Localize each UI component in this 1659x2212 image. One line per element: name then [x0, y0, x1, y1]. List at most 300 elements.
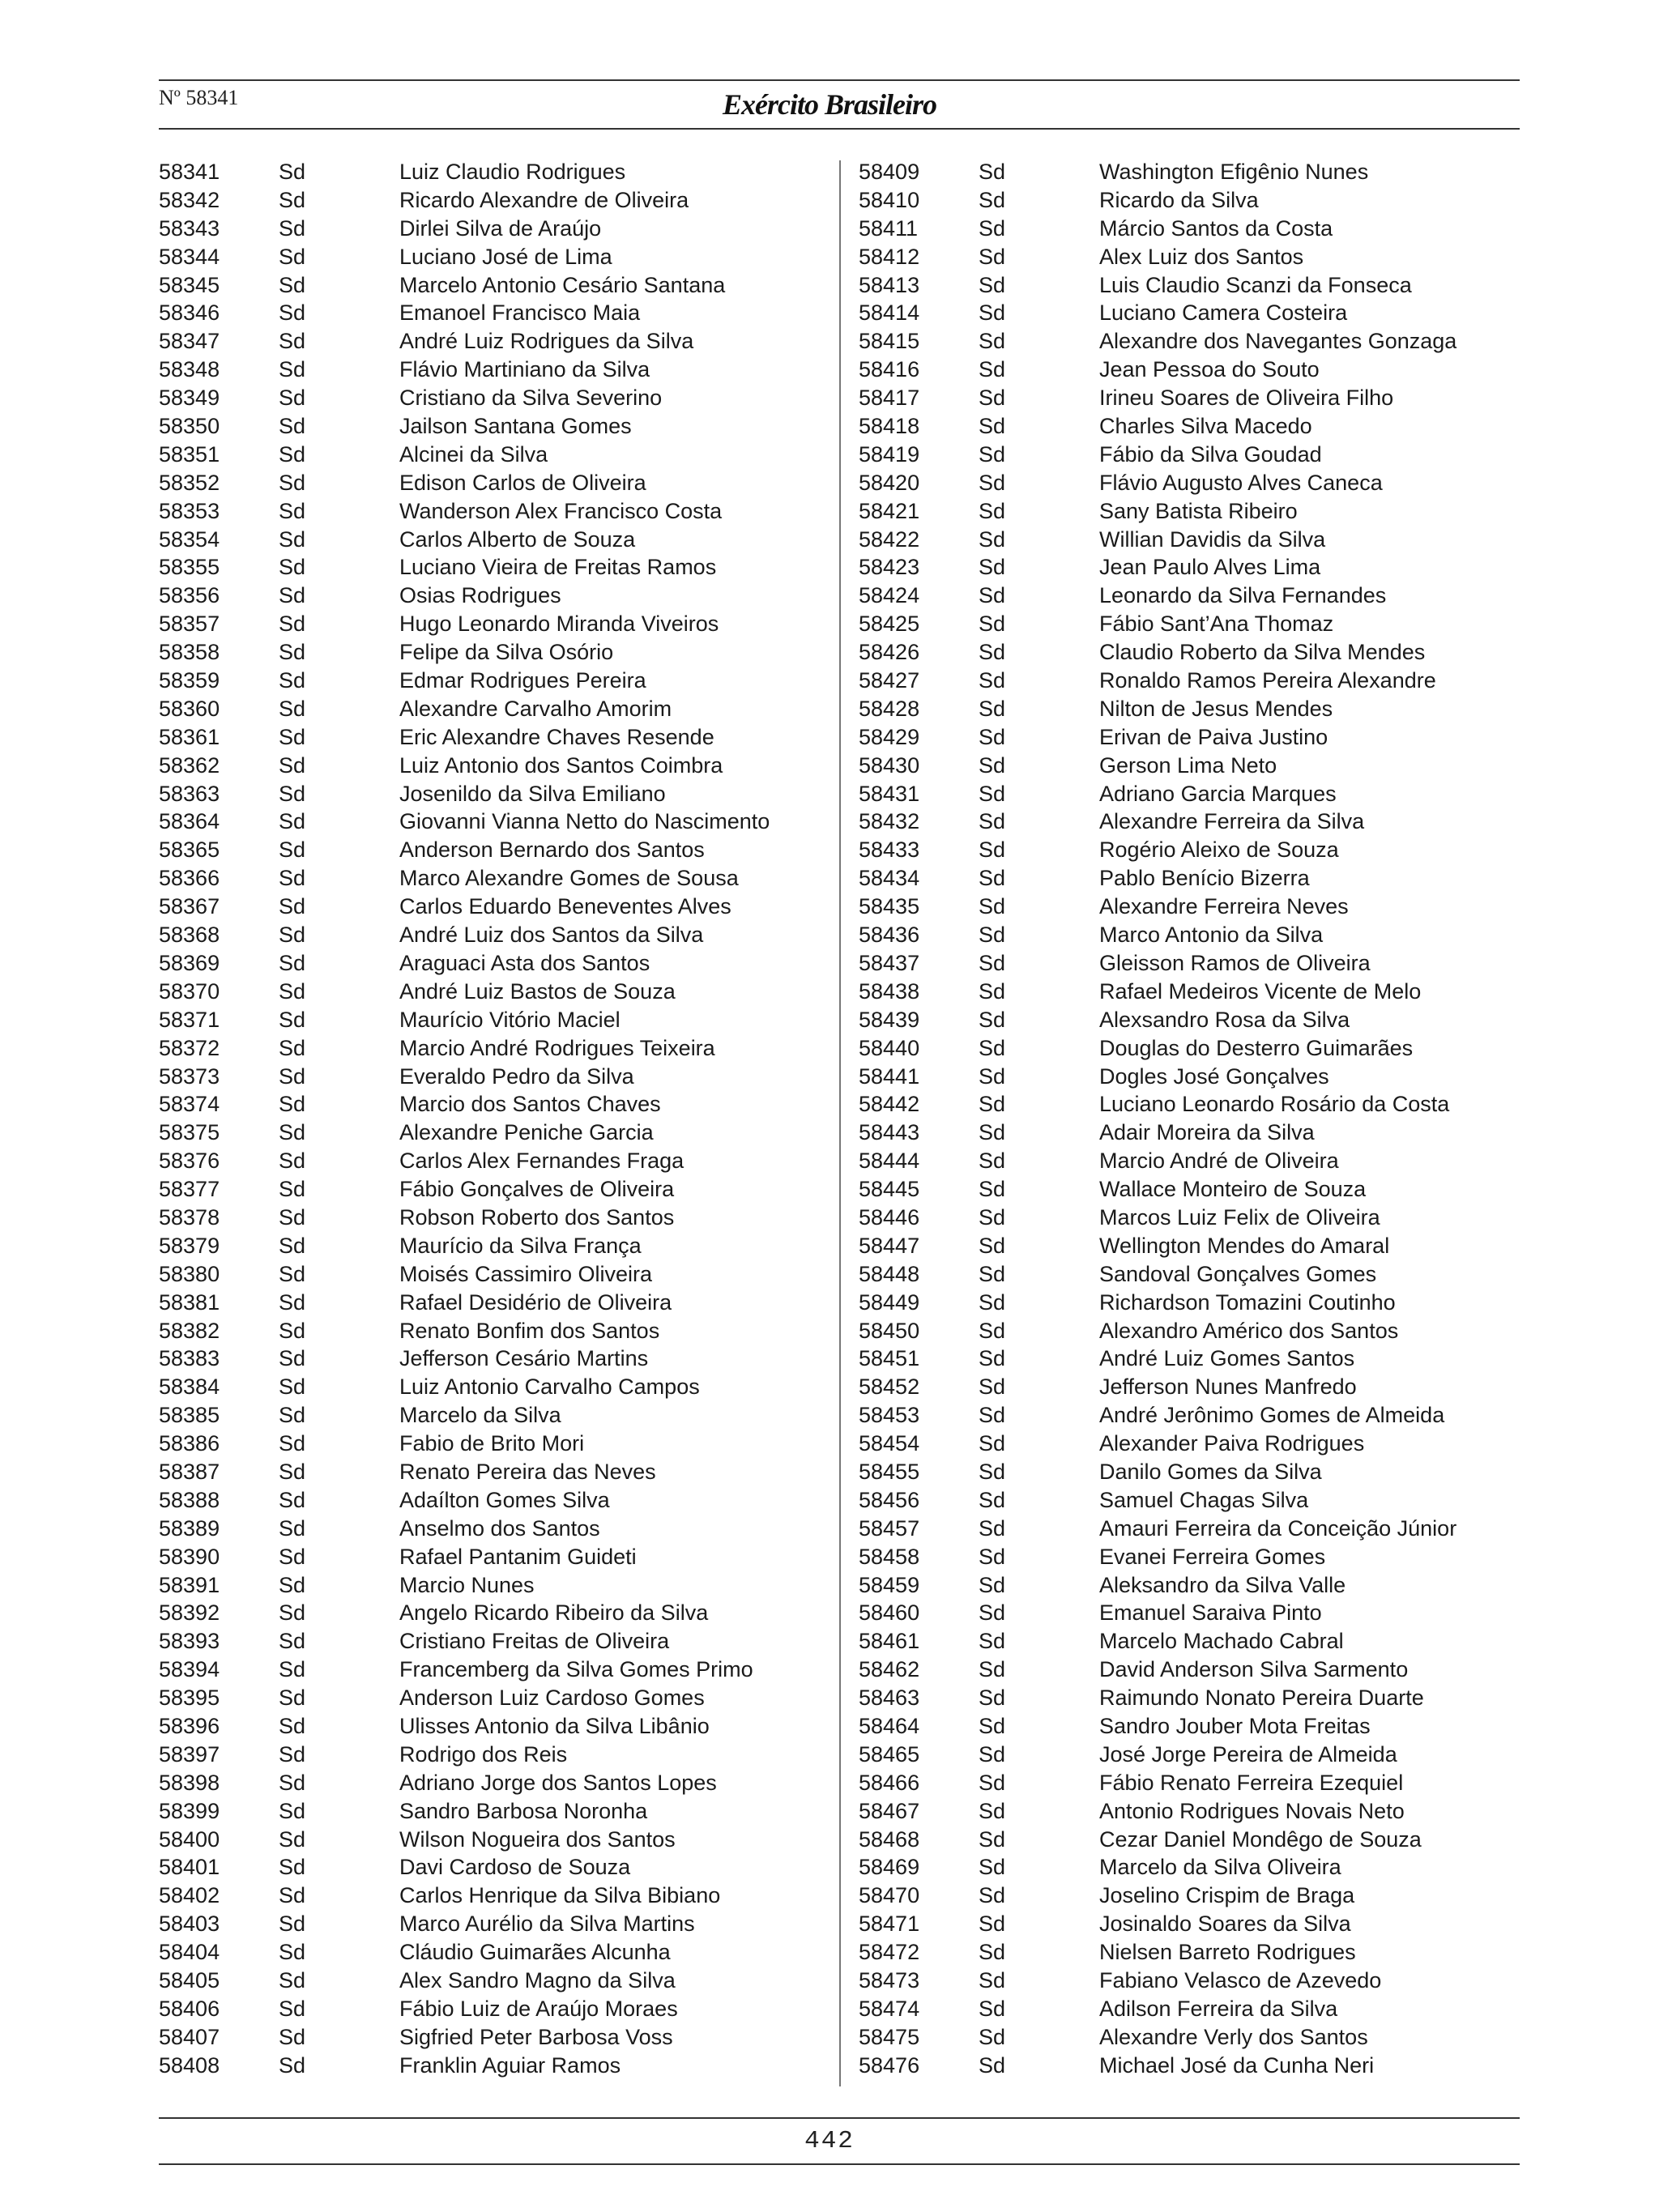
column-divider: [839, 160, 841, 2086]
entry-number: 58453: [859, 1403, 920, 1428]
entry-name: Sigfried Peter Barbosa Voss: [399, 2024, 673, 2049]
entry-name: Marcio dos Santos Chaves: [399, 1092, 661, 1117]
entry-number: 58465: [859, 1741, 920, 1767]
entry-rank: Sd: [279, 1431, 306, 1456]
entry-number: 58371: [159, 1007, 220, 1032]
entry-rank: Sd: [979, 837, 1006, 863]
entry-number: 58446: [859, 1204, 920, 1230]
entry-number: 58367: [159, 894, 220, 919]
entry-name: Wallace Monteiro de Souza: [1099, 1177, 1367, 1202]
entry-rank: Sd: [279, 1007, 306, 1032]
entry-rank: Sd: [979, 809, 1006, 834]
entry-rank: Sd: [279, 2024, 306, 2049]
entry-number: 58436: [859, 923, 920, 948]
entry-number: 58428: [859, 696, 920, 721]
entry-rank: Sd: [279, 1883, 306, 1908]
entry-rank: Sd: [979, 357, 1006, 382]
entry-name: Flávio Augusto Alves Caneca: [1099, 470, 1383, 495]
entry-rank: Sd: [279, 300, 306, 326]
entry-name: Luciano Camera Costeira: [1099, 300, 1348, 326]
entry-number: 58455: [859, 1459, 920, 1484]
entry-number: 58351: [159, 441, 220, 467]
entry-number: 58347: [159, 329, 220, 354]
entry-name: Marcio André de Oliveira: [1099, 1149, 1339, 1174]
entry-number: 58363: [159, 781, 220, 806]
entry-number: 58346: [159, 300, 220, 326]
entry-name: Fábio Luiz de Araújo Moraes: [399, 1996, 678, 2021]
page-title: Exército Brasileiro: [722, 88, 936, 121]
entry-rank: Sd: [279, 272, 306, 297]
entry-name: Rafael Medeiros Vicente de Melo: [1099, 978, 1422, 1004]
entry-number: 58373: [159, 1063, 220, 1089]
entry-number: 58442: [859, 1092, 920, 1117]
entry-rank: Sd: [279, 526, 306, 552]
entry-rank: Sd: [979, 1063, 1006, 1089]
entry-rank: Sd: [279, 1770, 306, 1795]
entry-rank: Sd: [979, 160, 1006, 184]
entry-rank: Sd: [979, 1204, 1006, 1230]
entry-rank: Sd: [979, 1035, 1006, 1060]
entry-rank: Sd: [279, 894, 306, 919]
entry-rank: Sd: [979, 414, 1006, 439]
entry-rank: Sd: [979, 1741, 1006, 1767]
entry-name: Luis Claudio Scanzi da Fonseca: [1099, 272, 1412, 297]
entry-name: Alexandre dos Navegantes Gonzaga: [1099, 329, 1457, 354]
entry-number: 58345: [159, 272, 220, 297]
entry-rank: Sd: [979, 300, 1006, 326]
entry-number: 58385: [159, 1403, 220, 1428]
entry-rank: Sd: [279, 1120, 306, 1145]
entry-number: 58411: [859, 215, 919, 241]
entry-name: Hugo Leonardo Miranda Viveiros: [399, 612, 719, 637]
entry-number: 58369: [159, 950, 220, 975]
entry-rank: Sd: [279, 555, 306, 580]
entry-name: Alexandre Ferreira Neves: [1099, 894, 1349, 919]
entry-name: Gleisson Ramos de Oliveira: [1099, 950, 1371, 975]
entry-rank: Sd: [279, 1204, 306, 1230]
entry-rank: Sd: [279, 978, 306, 1004]
entry-rank: Sd: [979, 1600, 1006, 1626]
entry-rank: Sd: [979, 1403, 1006, 1428]
entry-name: Nilton de Jesus Mendes: [1099, 696, 1333, 721]
entry-number: 58459: [859, 1572, 920, 1597]
entry-rank: Sd: [979, 187, 1006, 212]
entry-rank: Sd: [979, 498, 1006, 523]
entry-name: Emanuel Saraiva Pinto: [1099, 1600, 1322, 1626]
entry-rank: Sd: [979, 1092, 1006, 1117]
entry-number: 58421: [859, 498, 920, 523]
entry-name: Davi Cardoso de Souza: [399, 1855, 631, 1880]
entry-name: Luciano Leonardo Rosário da Costa: [1099, 1092, 1450, 1117]
entry-rank: Sd: [279, 1233, 306, 1258]
entry-name: Jean Paulo Alves Lima: [1099, 555, 1321, 580]
entry-number: 58425: [859, 612, 920, 637]
entry-number: 58343: [159, 215, 220, 241]
entry-number: 58462: [859, 1657, 920, 1682]
entry-name: Alexandre Carvalho Amorim: [399, 696, 672, 721]
entry-number: 58388: [159, 1487, 220, 1512]
entry-number: 58475: [859, 2024, 920, 2049]
entry-name: Pablo Benício Bizerra: [1099, 866, 1310, 891]
entry-number: 58404: [159, 1940, 220, 1965]
entry-number: 58408: [159, 2052, 220, 2078]
entry-rank: Sd: [279, 668, 306, 693]
entry-number: 58457: [859, 1515, 920, 1541]
entry-number: 58395: [159, 1686, 220, 1711]
entry-rank: Sd: [979, 1572, 1006, 1597]
page-number: 442: [804, 2127, 855, 2155]
entry-name: Alcinei da Silva: [399, 441, 548, 467]
entry-rank: Sd: [979, 612, 1006, 637]
entry-number: 58470: [859, 1883, 920, 1908]
entry-number: 58378: [159, 1204, 220, 1230]
entry-name: Dogles José Gonçalves: [1099, 1063, 1329, 1089]
entry-number: 58412: [859, 244, 920, 269]
entry-number: 58447: [859, 1233, 920, 1258]
entry-number: 58355: [159, 555, 220, 580]
entry-number: 58419: [859, 441, 920, 467]
entry-name: Marco Aurélio da Silva Martins: [399, 1912, 695, 1937]
entry-name: Marcos Luiz Felix de Oliveira: [1099, 1204, 1380, 1230]
entry-number: 58382: [159, 1318, 220, 1343]
entry-number: 58414: [859, 300, 920, 326]
entry-rank: Sd: [279, 160, 306, 184]
entry-rank: Sd: [279, 1487, 306, 1512]
entry-name: Anselmo dos Santos: [399, 1515, 600, 1541]
entry-rank: Sd: [279, 1600, 306, 1626]
entry-rank: Sd: [279, 470, 306, 495]
entry-name: Fabio de Brito Mori: [399, 1431, 585, 1456]
entry-name: Franklin Aguiar Ramos: [399, 2052, 621, 2078]
entry-name: Marcelo da Silva Oliveira: [1099, 1855, 1341, 1880]
entry-rank: Sd: [279, 1515, 306, 1541]
entry-number: 58342: [159, 187, 220, 212]
entry-number: 58377: [159, 1177, 220, 1202]
entry-name: Luiz Antonio dos Santos Coimbra: [399, 752, 723, 778]
entry-name: Alex Sandro Magno da Silva: [399, 1968, 676, 1993]
entry-rank: Sd: [979, 978, 1006, 1004]
entry-name: Marco Antonio da Silva: [1099, 923, 1324, 948]
entry-number: 58437: [859, 950, 920, 975]
entry-rank: Sd: [979, 752, 1006, 778]
entry-name: André Luiz Gomes Santos: [1099, 1346, 1355, 1371]
entry-name: Alexander Paiva Rodrigues: [1099, 1431, 1365, 1456]
entry-number: 58452: [859, 1375, 920, 1400]
entry-rank: Sd: [979, 1459, 1006, 1484]
entry-number: 58364: [159, 809, 220, 834]
entry-name: Luciano José de Lima: [399, 244, 612, 269]
entry-name: Raimundo Nonato Pereira Duarte: [1099, 1686, 1424, 1711]
entry-name: Adriano Jorge dos Santos Lopes: [399, 1770, 717, 1795]
entry-number: 58472: [859, 1940, 920, 1965]
entry-rank: Sd: [279, 837, 306, 863]
entry-name: Sandoval Gonçalves Gomes: [1099, 1261, 1377, 1286]
entry-rank: Sd: [979, 1686, 1006, 1711]
entry-number: 58406: [159, 1996, 220, 2021]
entry-rank: Sd: [979, 1713, 1006, 1738]
entry-name: Carlos Alberto de Souza: [399, 526, 636, 552]
entry-number: 58454: [859, 1431, 920, 1456]
entry-name: Marcelo Machado Cabral: [1099, 1629, 1344, 1654]
entry-rank: Sd: [279, 498, 306, 523]
entry-number: 58473: [859, 1968, 920, 1993]
entry-rank: Sd: [979, 1996, 1006, 2021]
entry-number: 58407: [159, 2024, 220, 2049]
entry-number: 58417: [859, 386, 920, 411]
entry-number: 58476: [859, 2052, 920, 2078]
entry-rank: Sd: [279, 329, 306, 354]
entry-rank: Sd: [279, 612, 306, 637]
entry-name: Antonio Rodrigues Novais Neto: [1099, 1798, 1405, 1823]
entry-name: Washington Efigênio Nunes: [1099, 160, 1369, 184]
entry-rank: Sd: [279, 1996, 306, 2021]
entry-number: 58451: [859, 1346, 920, 1371]
entry-number: 58357: [159, 612, 220, 637]
entry-rank: Sd: [279, 1544, 306, 1569]
entry-number: 58349: [159, 386, 220, 411]
entry-number: 58463: [859, 1686, 920, 1711]
entry-number: 58403: [159, 1912, 220, 1937]
entry-rank: Sd: [279, 1741, 306, 1767]
entry-number: 58423: [859, 555, 920, 580]
entry-number: 58376: [159, 1149, 220, 1174]
entry-rank: Sd: [279, 1572, 306, 1597]
entry-name: Giovanni Vianna Netto do Nascimento: [399, 809, 770, 834]
entry-name: Cezar Daniel Mondêgo de Souza: [1099, 1826, 1422, 1852]
entry-number: 58464: [859, 1713, 920, 1738]
entry-rank: Sd: [279, 1855, 306, 1880]
entry-name: Claudio Roberto da Silva Mendes: [1099, 640, 1426, 665]
entry-number: 58409: [859, 160, 920, 184]
entry-rank: Sd: [279, 1177, 306, 1202]
entry-name: Jefferson Cesário Martins: [399, 1346, 649, 1371]
entry-name: Danilo Gomes da Silva: [1099, 1459, 1322, 1484]
entry-name: Wellington Mendes do Amaral: [1099, 1233, 1390, 1258]
entry-number: 58394: [159, 1657, 220, 1682]
entry-rank: Sd: [279, 1063, 306, 1089]
entry-rank: Sd: [979, 1515, 1006, 1541]
entry-rank: Sd: [979, 526, 1006, 552]
entry-number: 58402: [159, 1883, 220, 1908]
entry-rank: Sd: [979, 1007, 1006, 1032]
entry-name: Fábio da Silva Goudad: [1099, 441, 1322, 467]
entry-number: 58359: [159, 668, 220, 693]
entry-number: 58358: [159, 640, 220, 665]
entry-rank: Sd: [979, 640, 1006, 665]
entry-number: 58430: [859, 752, 920, 778]
entry-name: Leonardo da Silva Fernandes: [1099, 583, 1387, 608]
entry-name: Fábio Gonçalves de Oliveira: [399, 1177, 675, 1202]
entry-name: Cláudio Guimarães Alcunha: [399, 1940, 671, 1965]
entry-rank: Sd: [979, 329, 1006, 354]
entry-name: José Jorge Pereira de Almeida: [1099, 1741, 1397, 1767]
entry-name: Richardson Tomazini Coutinho: [1099, 1289, 1396, 1315]
entry-rank: Sd: [979, 1826, 1006, 1852]
entry-rank: Sd: [979, 894, 1006, 919]
entry-name: Ronaldo Ramos Pereira Alexandre: [1099, 668, 1436, 693]
entry-name: Osias Rodrigues: [399, 583, 561, 608]
entry-rank: Sd: [979, 866, 1006, 891]
entry-number: 58397: [159, 1741, 220, 1767]
entry-number: 58383: [159, 1346, 220, 1371]
entry-rank: Sd: [279, 809, 306, 834]
entry-number: 58399: [159, 1798, 220, 1823]
entry-number: 58379: [159, 1233, 220, 1258]
entry-number: 58356: [159, 583, 220, 608]
entry-name: Ulisses Antonio da Silva Libânio: [399, 1713, 710, 1738]
entry-number: 58360: [159, 696, 220, 721]
entry-name: Luciano Vieira de Freitas Ramos: [399, 555, 717, 580]
entry-number: 58350: [159, 414, 220, 439]
entry-name: Emanoel Francisco Maia: [399, 300, 641, 326]
entry-rank: Sd: [979, 1883, 1006, 1908]
entry-rank: Sd: [979, 244, 1006, 269]
entry-name: Josinaldo Soares da Silva: [1099, 1912, 1351, 1937]
entry-name: Carlos Henrique da Silva Bibiano: [399, 1883, 721, 1908]
entry-rank: Sd: [979, 1149, 1006, 1174]
entry-number: 58410: [859, 187, 920, 212]
entry-number: 58456: [859, 1487, 920, 1512]
entry-rank: Sd: [979, 1261, 1006, 1286]
entry-rank: Sd: [279, 441, 306, 467]
entry-number: 58374: [159, 1092, 220, 1117]
entry-name: Luiz Claudio Rodrigues: [399, 160, 626, 184]
entry-number: 58471: [859, 1912, 920, 1937]
footer-top-rule: [159, 2117, 1520, 2119]
entry-name: Charles Silva Macedo: [1099, 414, 1312, 439]
entry-number: 58424: [859, 583, 920, 608]
entry-number: 58434: [859, 866, 920, 891]
entry-number: 58386: [159, 1431, 220, 1456]
entry-rank: Sd: [979, 1912, 1006, 1937]
entry-name: Rogério Aleixo de Souza: [1099, 837, 1339, 863]
entry-rank: Sd: [279, 1459, 306, 1484]
entry-number: 58439: [859, 1007, 920, 1032]
entry-number: 58461: [859, 1629, 920, 1654]
entry-rank: Sd: [279, 215, 306, 241]
entry-name: Samuel Chagas Silva: [1099, 1487, 1309, 1512]
entry-number: 58433: [859, 837, 920, 863]
entry-number: 58427: [859, 668, 920, 693]
entry-rank: Sd: [979, 583, 1006, 608]
entry-rank: Sd: [979, 668, 1006, 693]
entry-name: Evanei Ferreira Gomes: [1099, 1544, 1326, 1569]
entry-name: Michael José da Cunha Neri: [1099, 2052, 1375, 2078]
entry-rank: Sd: [979, 1120, 1006, 1145]
entry-rank: Sd: [279, 923, 306, 948]
entry-name: Fábio Renato Ferreira Ezequiel: [1099, 1770, 1404, 1795]
entry-number: 58391: [159, 1572, 220, 1597]
entry-rank: Sd: [279, 414, 306, 439]
entry-number: 58387: [159, 1459, 220, 1484]
entry-rank: Sd: [279, 1686, 306, 1711]
entry-name: Willian Davidis da Silva: [1099, 526, 1326, 552]
entry-rank: Sd: [979, 1346, 1006, 1371]
entry-name: Cristiano Freitas de Oliveira: [399, 1629, 670, 1654]
entry-number: 58375: [159, 1120, 220, 1145]
entry-name: Marco Alexandre Gomes de Sousa: [399, 866, 739, 891]
entry-number: 58341: [159, 160, 220, 184]
entry-rank: Sd: [279, 386, 306, 411]
entry-name: Alexandre Verly dos Santos: [1099, 2024, 1368, 2049]
entry-rank: Sd: [279, 1375, 306, 1400]
entry-rank: Sd: [979, 470, 1006, 495]
entry-number: 58370: [159, 978, 220, 1004]
entry-name: Alexsandro Rosa da Silva: [1099, 1007, 1350, 1032]
entry-name: André Luiz Rodrigues da Silva: [399, 329, 694, 354]
entry-name: Jefferson Nunes Manfredo: [1099, 1375, 1357, 1400]
entry-name: Alex Luiz dos Santos: [1099, 244, 1304, 269]
entry-rank: Sd: [979, 1798, 1006, 1823]
entry-number: 58344: [159, 244, 220, 269]
entry-rank: Sd: [979, 923, 1006, 948]
entry-name: Wilson Nogueira dos Santos: [399, 1826, 676, 1852]
entry-number: 58420: [859, 470, 920, 495]
entry-rank: Sd: [279, 1346, 306, 1371]
entry-number: 58467: [859, 1798, 920, 1823]
entry-name: Angelo Ricardo Ribeiro da Silva: [399, 1600, 709, 1626]
entry-number: 58426: [859, 640, 920, 665]
entry-rank: Sd: [979, 1968, 1006, 1993]
header-top-rule: [159, 79, 1520, 81]
entry-name: Amauri Ferreira da Conceição Júnior: [1099, 1515, 1457, 1541]
entry-number: 58440: [859, 1035, 920, 1060]
entry-name: Renato Pereira das Neves: [399, 1459, 656, 1484]
entry-name: Erivan de Paiva Justino: [1099, 724, 1328, 749]
entry-name: David Anderson Silva Sarmento: [1099, 1657, 1409, 1682]
entry-name: Rafael Pantanim Guideti: [399, 1544, 637, 1569]
entry-name: Cristiano da Silva Severino: [399, 386, 663, 411]
entry-number: 58396: [159, 1713, 220, 1738]
entry-name: Fabiano Velasco de Azevedo: [1099, 1968, 1382, 1993]
entry-name: Alexandre Peniche Garcia: [399, 1120, 654, 1145]
entry-name: Wanderson Alex Francisco Costa: [399, 498, 723, 523]
entry-name: Márcio Santos da Costa: [1099, 215, 1333, 241]
entry-name: Francemberg da Silva Gomes Primo: [399, 1657, 753, 1682]
entry-rank: Sd: [979, 1431, 1006, 1456]
entry-rank: Sd: [979, 386, 1006, 411]
entry-rank: Sd: [979, 1289, 1006, 1315]
entry-rank: Sd: [979, 1629, 1006, 1654]
entry-rank: Sd: [279, 1826, 306, 1852]
entry-name: Marcio André Rodrigues Teixeira: [399, 1035, 715, 1060]
entry-rank: Sd: [279, 781, 306, 806]
entry-name: Rafael Desidério de Oliveira: [399, 1289, 672, 1315]
entry-rank: Sd: [979, 724, 1006, 749]
entry-name: André Luiz Bastos de Souza: [399, 978, 676, 1004]
entry-rank: Sd: [979, 2052, 1006, 2078]
entry-rank: Sd: [979, 696, 1006, 721]
entry-number: 58450: [859, 1318, 920, 1343]
entry-number: 58429: [859, 724, 920, 749]
entry-rank: Sd: [279, 1403, 306, 1428]
entry-number: 58362: [159, 752, 220, 778]
entry-name: Adair Moreira da Silva: [1099, 1120, 1315, 1145]
entry-name: Ricardo Alexandre de Oliveira: [399, 187, 689, 212]
entry-name: Irineu Soares de Oliveira Filho: [1099, 386, 1394, 411]
entry-name: André Jerônimo Gomes de Almeida: [1099, 1403, 1445, 1428]
entry-name: Douglas do Desterro Guimarães: [1099, 1035, 1414, 1060]
entry-number: 58432: [859, 809, 920, 834]
entry-number: 58368: [159, 923, 220, 948]
entry-number: 58443: [859, 1120, 920, 1145]
entry-name: Nielsen Barreto Rodrigues: [1099, 1940, 1356, 1965]
entry-name: Adaílton Gomes Silva: [399, 1487, 610, 1512]
entry-rank: Sd: [279, 1092, 306, 1117]
entry-name: Luiz Antonio Carvalho Campos: [399, 1375, 700, 1400]
entry-rank: Sd: [979, 1657, 1006, 1682]
entry-name: Joselino Crispim de Braga: [1099, 1883, 1355, 1908]
